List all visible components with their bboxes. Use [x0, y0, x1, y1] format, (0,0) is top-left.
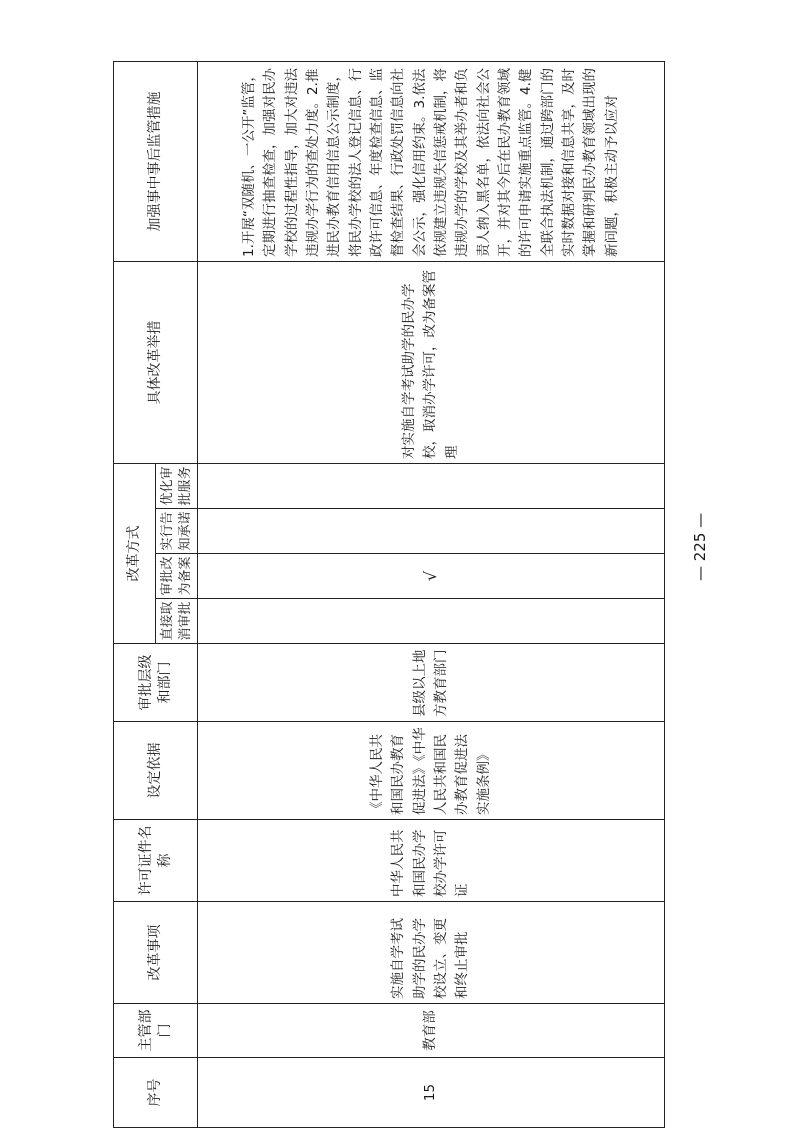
cell-item: 实施自学考试助学的民办学校设立、变更和终止审批 [198, 902, 665, 1004]
cell-method-commitment [198, 509, 665, 554]
rotated-table-wrapper [113, 62, 665, 1128]
page-number: — 225 — [691, 512, 709, 581]
header-supervision: 加强事中事后监管措施 [114, 62, 198, 262]
cell-dept: 教育部 [198, 1004, 665, 1058]
cell-basis: 《中华人民共和国民办教育促进法》《中华人民共和国民办教育促进法实施条例》 [198, 722, 665, 820]
header-dept: 主管部门 [114, 1004, 198, 1058]
header-basis: 设定依据 [114, 722, 198, 820]
header-level: 审批层级和部门 [114, 644, 198, 722]
header-method-optimize: 优化审批服务 [156, 464, 198, 509]
cell-license: 中华人民共和国民办学校办学许可证 [198, 820, 665, 902]
header-seq: 序号 [114, 1058, 198, 1128]
reform-table [113, 61, 665, 1128]
header-method-cancel: 直接取消审批 [156, 599, 198, 644]
header-method-filing: 审批改为备案 [156, 554, 198, 599]
cell-seq: 15 [198, 1058, 665, 1128]
cell-level: 县级以上地方教育部门 [198, 644, 665, 722]
table-row [198, 62, 665, 1128]
header-license: 许可证件名称 [114, 820, 198, 902]
cell-measures: 对实施自学考试助学的民办学校，取消办学许可，改为备案管理 [198, 262, 665, 464]
header-method: 改革方式 [114, 464, 156, 644]
cell-method-optimize [198, 464, 665, 509]
header-measures: 具体改革举措 [114, 262, 198, 464]
header-item: 改革事项 [114, 902, 198, 1004]
header-method-commitment: 实行告知承诺 [156, 509, 198, 554]
cell-method-filing-check: √ [198, 554, 665, 599]
cell-supervision: 1.开展“双随机、一公开”监管，定期进行抽查检查，加强对民办学校的过程性指导，加大对违法违规办学行为的查处力度。2.推进民办教育信用信息公示制度，将民办学校的法人登记信息、行政许可信息、年度检查信息、监督检查结果、行政处罚信息向社会公示，强化信用约束。3.依法依规建立违规失信惩戒机制，将违规办学的学校及其举办者和负责人纳入黑名单，依法向社会公开，并对其今后在民办教育领域的许可申请实施重点监管。4.健全联合执法机制，通过跨部门的实时数据对接和信息共享，及时掌握和研判民办教育领域出现的新问题，积极主动予以应对 [198, 62, 665, 262]
cell-method-cancel [198, 599, 665, 644]
header-row-1 [114, 62, 156, 1128]
